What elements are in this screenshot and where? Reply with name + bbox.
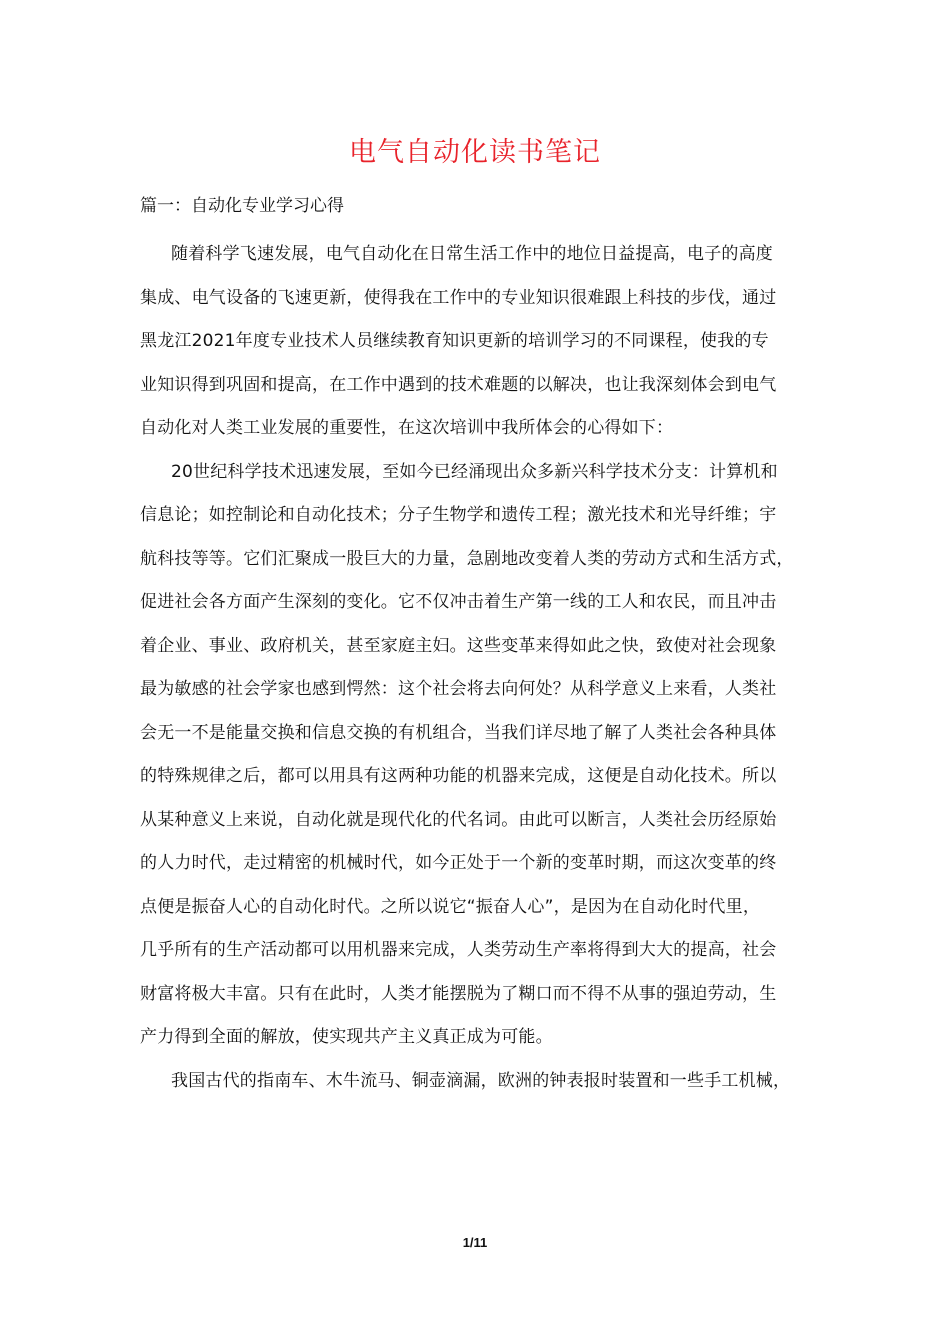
body-text (140, 233, 830, 1103)
text-line: 航科技等等。它们汇聚成一股巨大的力量，急剧地改变着人类的劳动方式和生活方式， (140, 548, 794, 569)
text-line: 自动化对人类工业发展的重要性，在这次培训中我所体会的心得如下： (140, 418, 674, 438)
text-line: 集成、电气设备的飞速更新，使得我在工作中的专业知识很难跟上科技的步伐，通过 (140, 287, 777, 308)
text-line: 点便是振奋人心的自动化时代。之所以说它“振奋人心”，是因为在自动化时代里， (140, 896, 761, 917)
text-line: 财富将极大丰富。只有在此时，人类才能摆脱为了糊口而不得不从事的强迫劳动，生 (140, 983, 777, 1004)
text-line: 促进社会各方面产生深刻的变化。它不仅冲击着生产第一线的工人和农民，而且冲击 (140, 592, 777, 612)
text-line: 产力得到全面的解放，使实现共产主义真正成为可能。 (140, 1027, 553, 1047)
paragraph (140, 233, 830, 451)
text-line: 几乎所有的生产活动都可以用机器来完成，人类劳动生产率将得到大大的提高，社会 (140, 940, 777, 960)
text-line: 业知识得到巩固和提高，在工作中遇到的技术难题的以解决，也让我深刻体会到电气 (140, 374, 777, 395)
text-line: 最为敏感的社会学家也感到愕然：这个社会将去向何处？从科学意义上来看，人类社 (140, 679, 777, 699)
text-line: 随着科学飞速发展，电气自动化在日常生活工作中的地位日益提高，电子的高度 (171, 244, 773, 264)
paragraph (140, 451, 830, 1060)
text-line: 的人力时代，走过精密的机械时代，如今正处于一个新的变革时期，而这次变革的终 (140, 853, 777, 873)
text-line: 黑龙江2021年度专业技术人员继续教育知识更新的培训学习的不同课程，使我的专 (140, 331, 769, 351)
text-line: 会无一不是能量交换和信息交换的有机组合，当我们详尽地了解了人类社会各种具体 (140, 722, 777, 743)
text-line: 的特殊规律之后，都可以用具有这两种功能的机器来完成，这便是自动化技术。所以 (140, 766, 777, 786)
document-title: 电气自动化读书笔记 (349, 137, 601, 168)
paragraph (140, 1060, 830, 1104)
text-line: 信息论；如控制论和自动化技术；分子生物学和遗传工程；激光技术和光导纤维；宇 (140, 505, 777, 525)
text-line: 20世纪科学技术迅速发展，至如今已经涌现出众多新兴科学技术分支：计算机和 (171, 461, 778, 482)
section-heading: 篇一：自动化专业学习心得 (140, 196, 344, 216)
text-line: 着企业、事业、政府机关，甚至家庭主妇。这些变革来得如此之快，致使对社会现象 (140, 635, 777, 656)
text-line: 我国古代的指南车、木牛流马、铜壶滴漏，欧洲的钟表报时装置和一些手工机械， (171, 1070, 791, 1091)
text-line: 从某种意义上来说，自动化就是现代化的代名词。由此可以断言，人类社会历经原始 (140, 809, 777, 830)
page-number: 1/11 (462, 1235, 488, 1250)
